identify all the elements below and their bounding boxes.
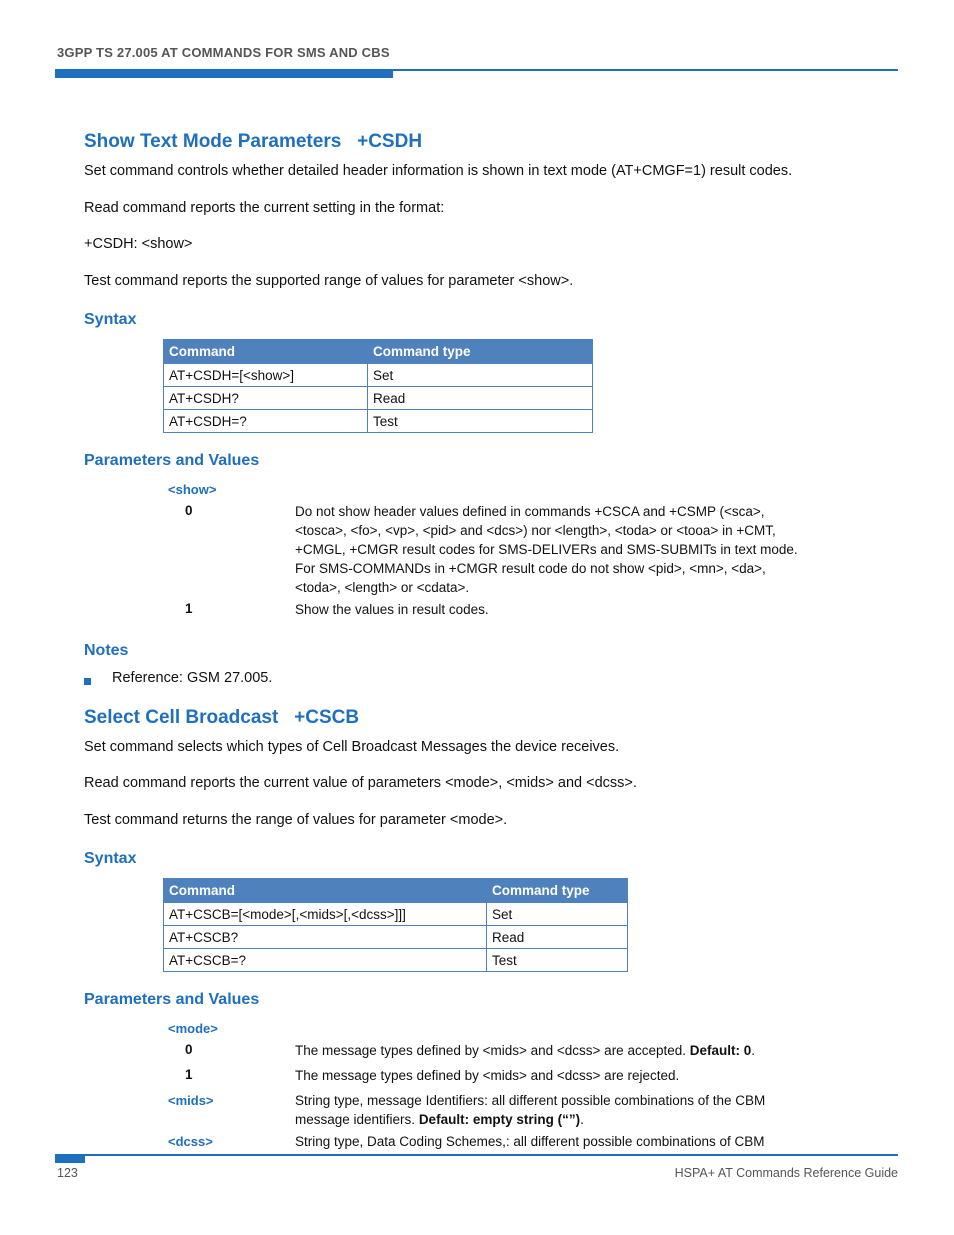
table-row <box>164 364 593 387</box>
csdh-para-set: Set command controls whether detailed header information is shown in text mode (AT+CMGF=1) result codes. <box>84 163 793 179</box>
param-name-show: <show> <box>168 482 217 497</box>
desc-line: <tosca>, <fo>, <vp>, <pid> and <dcs>) nor <length>, <toda> or <tooa> in +CMT, <box>295 523 776 538</box>
param-value: 0 <box>185 1042 193 1057</box>
desc-line: +CMGL, +CMGR result codes for SMS-DELIVERs and SMS-SUBMITs in text mode. <box>295 542 798 557</box>
table-row <box>164 949 628 972</box>
table-header-command-type: Command type <box>368 340 593 364</box>
section-heading-cscb: Select Cell Broadcast +CSCB <box>84 707 360 728</box>
param-value: 1 <box>185 1067 193 1082</box>
table-row <box>164 410 593 433</box>
param-name-dcss: <dcss> <box>168 1134 213 1149</box>
default-value: Default: 0 <box>689 1043 752 1058</box>
table-cell-type: Read <box>368 387 593 410</box>
desc-line: String type, message Identifiers: all different possible combinations of the CBM <box>295 1093 766 1108</box>
cscb-params-heading: Parameters and Values <box>84 991 260 1008</box>
desc-line: Do not show header values defined in commands +CSCA and +CSMP (<sca>, <box>295 504 765 519</box>
page-number: 123 <box>57 1166 78 1180</box>
desc-line: For SMS-COMMANDs in +CMGR result code do not show <pid>, <mn>, <da>, <box>295 561 766 576</box>
param-description: String type, Data Coding Schemes,: all different possible combinations of CBM <box>295 1134 765 1149</box>
table-cell-type: Set <box>368 364 593 387</box>
table-cell-type: Test <box>368 410 593 433</box>
running-header: 3GPP TS 27.005 AT COMMANDS FOR SMS AND CBS <box>57 45 390 60</box>
table-cell-type: Set <box>487 903 628 926</box>
cscb-para-set: Set command selects which types of Cell Broadcast Messages the device receives. <box>84 739 620 755</box>
csdh-params-heading: Parameters and Values <box>84 452 260 469</box>
param-value: 0 <box>185 503 193 518</box>
param-description: Show the values in result codes. <box>295 602 489 617</box>
table-cell-type: Read <box>487 926 628 949</box>
table-cell-command: AT+CSCB=? <box>164 949 487 972</box>
desc-line: <toda>, <length> or <cdata>. <box>295 580 470 595</box>
footer-accent-block <box>55 1155 85 1163</box>
default-value: Default: empty string (“”) <box>418 1112 581 1127</box>
table-header-command: Command <box>164 879 487 903</box>
cscb-syntax-table <box>163 878 628 972</box>
header-accent-bar <box>55 70 393 78</box>
table-header-command-type: Command type <box>487 879 628 903</box>
csdh-para-read: Read command reports the current setting in the format: <box>84 200 445 216</box>
bullet-icon <box>84 678 91 685</box>
param-name-mode: <mode> <box>168 1021 218 1036</box>
footer-doc-title: HSPA+ AT Commands Reference Guide <box>674 1166 898 1180</box>
desc-text: . <box>751 1043 756 1058</box>
table-cell-command: AT+CSDH? <box>164 387 368 410</box>
param-name-mids: <mids> <box>168 1093 214 1108</box>
csdh-para-test: Test command reports the supported range of values for parameter <show>. <box>84 273 574 289</box>
table-row <box>164 926 628 949</box>
param-description <box>295 1041 815 1060</box>
note-item: Reference: GSM 27.005. <box>112 670 273 686</box>
table-cell-command: AT+CSCB=[<mode>[,<mids>[,<dcss>]]] <box>164 903 487 926</box>
param-description: The message types defined by <mids> and <dcss> are rejected. <box>295 1068 680 1083</box>
desc-text: message identifiers. <box>295 1112 419 1127</box>
table-row <box>164 387 593 410</box>
section-heading-csdh: Show Text Mode Parameters +CSDH <box>84 131 423 152</box>
desc-text: . <box>580 1112 584 1127</box>
csdh-notes-heading: Notes <box>84 642 129 659</box>
param-description <box>295 502 815 597</box>
param-description <box>295 1091 815 1129</box>
csdh-syntax-table <box>163 339 593 433</box>
param-value: 1 <box>185 601 193 616</box>
desc-text: The message types defined by <mids> and <dcss> are accepted. <box>295 1043 690 1058</box>
footer-rule <box>55 1154 898 1156</box>
table-cell-command: AT+CSDH=[<show>] <box>164 364 368 387</box>
table-cell-command: AT+CSDH=? <box>164 410 368 433</box>
table-cell-type: Test <box>487 949 628 972</box>
table-header-command: Command <box>164 340 368 364</box>
csdh-para-format: +CSDH: <show> <box>84 236 193 252</box>
cscb-para-read: Read command reports the current value of parameters <mode>, <mids> and <dcss>. <box>84 775 637 791</box>
csdh-syntax-heading: Syntax <box>84 311 137 328</box>
desc-line <box>295 1110 815 1129</box>
cscb-para-test: Test command returns the range of values for parameter <mode>. <box>84 812 508 828</box>
cscb-syntax-heading: Syntax <box>84 850 137 867</box>
table-row <box>164 903 628 926</box>
table-cell-command: AT+CSCB? <box>164 926 487 949</box>
